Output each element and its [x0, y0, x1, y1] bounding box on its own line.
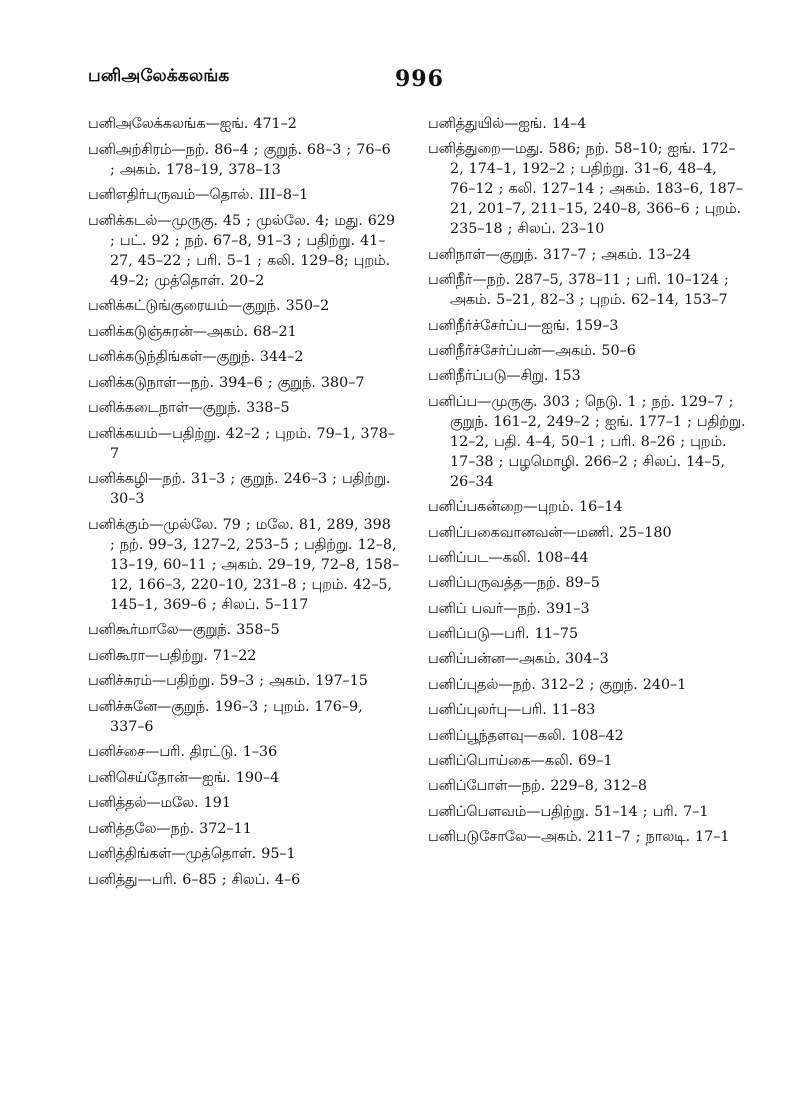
index-entry: பனிக்கடுஞ்சுரன்—அகம். 68–21 [88, 323, 297, 340]
index-entry: பனித்துறை—மது. 586; நற். 58–10; ஐங். 172–2, 174–1, 192–2 ; பதிற்று. 31–6, 48–4, 76–12 ; கலி. 127–14 ; அகம். 183–6, 187–21, 201–7, 211–15, 240–8, 366–6 ; புறம். 235–18 ; சிலப். 23–10 [428, 141, 743, 238]
index-entry: பனிபடுசோலே—அகம். 211–7 ; நாலடி. 17–1 [428, 829, 730, 846]
index-entry: பனிப்படு—பரி. 11–75 [428, 626, 579, 643]
index-entry: பனிப்பௌவம்—பதிற்று. 51–14 ; பரி. 7–1 [428, 803, 709, 820]
index-entry: பனிக்கடைநாள்—குறுந். 338–5 [88, 400, 290, 416]
index-entry: பனிக்கழி—நற். 31–3 ; குறுந். 246–3 ; பதிற்று. 30–3 [88, 471, 391, 507]
index-entry: பனிநாள்—குறுந். 317–7 ; அகம். 13–24 [428, 246, 692, 263]
index-entry: பனிக்கடல்—முருகு. 45 ; முல்லே. 4; மது. 629 ; பட். 92 ; நற். 67–8, 91–3 ; பதிற்று. 41–27, 45–22 ; பரி. 5–1 ; கலி. 129–8; புறம். 49–2; முத்தொள். 20–2 [88, 212, 396, 289]
index-entry: பனிப்புலர்பு—பரி. 11–83 [428, 702, 596, 719]
index-entry: பனித்து—பரி. 6–85 ; சிலப். 4–6 [88, 871, 301, 888]
index-entry: பனிப்பருவத்த—நற். 89–5 [428, 575, 600, 592]
left-column [88, 114, 400, 895]
right-column [428, 114, 746, 853]
index-entry: பனிஎதிர்பருவம்—தொல். III–8–1 [88, 187, 309, 203]
index-entry: பனிப்போள்—நற். 229–8, 312–8 [428, 778, 647, 795]
index-entry: பனிகூர்மாலே—குறுந். 358–5 [88, 622, 280, 638]
index-entry: பனிஅற்சிரம்—நற். 86–4 ; குறுந். 68–3 ; 76–6 ; அகம். 178–19, 378–13 [88, 141, 391, 178]
index-entry: பனிப்பன்ன—அகம். 304–3 [428, 651, 609, 668]
index-entry: பனித்தலே—நற். 372–11 [88, 820, 252, 837]
page-number: 996 [395, 66, 444, 92]
index-entry: பனிஅலேக்கலங்க—ஐங். 471–2 [88, 116, 297, 132]
index-entry: பனிப் பவர்—நற். 391–3 [428, 600, 590, 617]
index-entry: பனித்திங்கள்—முத்தொள். 95–1 [88, 846, 296, 862]
index-entry: பனிநீர்ச்சேர்ப்ப—ஐங். 159–3 [428, 317, 619, 334]
index-entry: பனிச்சுரம்—பதிற்று. 59–3 ; அகம். 197–15 [88, 673, 368, 689]
index-entry: பனிப்பகைவானவன்—மணி. 25–180 [428, 524, 672, 541]
index-entry: பனிச்சுனே—குறுந். 196–3 ; புறம். 176–9, 337–6 [88, 698, 363, 735]
running-header-word: பனிஅலேக்கலங்க [88, 66, 230, 86]
index-entry: பனிக்கடுநாள்—நற். 394–6 ; குறுந். 380–7 [88, 374, 365, 391]
index-entry: பனிசெய்தோன்—ஐங். 190–4 [88, 769, 280, 786]
index-entry: பனிப்ப—முருகு. 303 ; நெடு. 1 ; நற். 129–7 ; குறுந். 161–2, 249–2 ; ஐங். 177–1 ; பதிற்று. 12–2, பதி. 4–4, 50–1 ; பரி. 8–26 ; புறம். 17–38 ; பழமொழி. 266–2 ; சிலப். 14–5, 26–34 [428, 393, 746, 490]
index-entry: பனிக்கட்டுங்குரையம்—குறுந். 350–2 [88, 298, 330, 314]
index-entry: பனிப்பொய்கை—கலி. 69–1 [428, 753, 613, 770]
index-entry: பனிநீர்ச்சேர்ப்பன்—அகம். 50–6 [428, 342, 636, 359]
index-entry: பனிச்சை—பரி. திரட்டு. 1–36 [88, 744, 278, 760]
index-entry: பனிப்பூந்தளவு—கலி. 108–42 [428, 727, 624, 744]
index-entry: பனிக்கடுந்திங்கள்—குறுந். 344–2 [88, 349, 304, 365]
index-entry: பனித்தல்—மலே. 191 [88, 795, 231, 811]
index-entry: பனித்துயில்—ஐங். 14–4 [428, 116, 587, 132]
index-entry: பனிநீர்—நற். 287–5, 378–11 ; பரி. 10–124 ; அகம். 5–21, 82–3 ; புறம். 62–14, 153–7 [428, 272, 729, 309]
index-entry: பனிக்கும்—முல்லே. 79 ; மலே. 81, 289, 398 ; நற். 99–3, 127–2, 253–5 ; பதிற்று. 12–8, 13–19, 60–11 ; அகம். 29–19, 72–8, 158–12, 166–3, 220–10, 231–8 ; புறம். 42–5, 145–1, 369–6 ; சிலப். 5–117 [88, 516, 400, 613]
index-entry: பனிநீர்ப்படு—சிறு. 153 [428, 368, 581, 385]
index-entry: பனிப்பகன்றை—புறம். 16–14 [428, 499, 623, 516]
index-entry: பனிப்பட—கலி. 108–44 [428, 549, 589, 566]
index-entry: பனிப்புதல்—நற். 312–2 ; குறுந். 240–1 [428, 676, 687, 693]
index-entry: பனிக்கயம்—பதிற்று. 42–2 ; புறம். 79–1, 378–7 [88, 425, 395, 462]
index-entry: பனிகூரா—பதிற்று. 71–22 [88, 647, 257, 664]
